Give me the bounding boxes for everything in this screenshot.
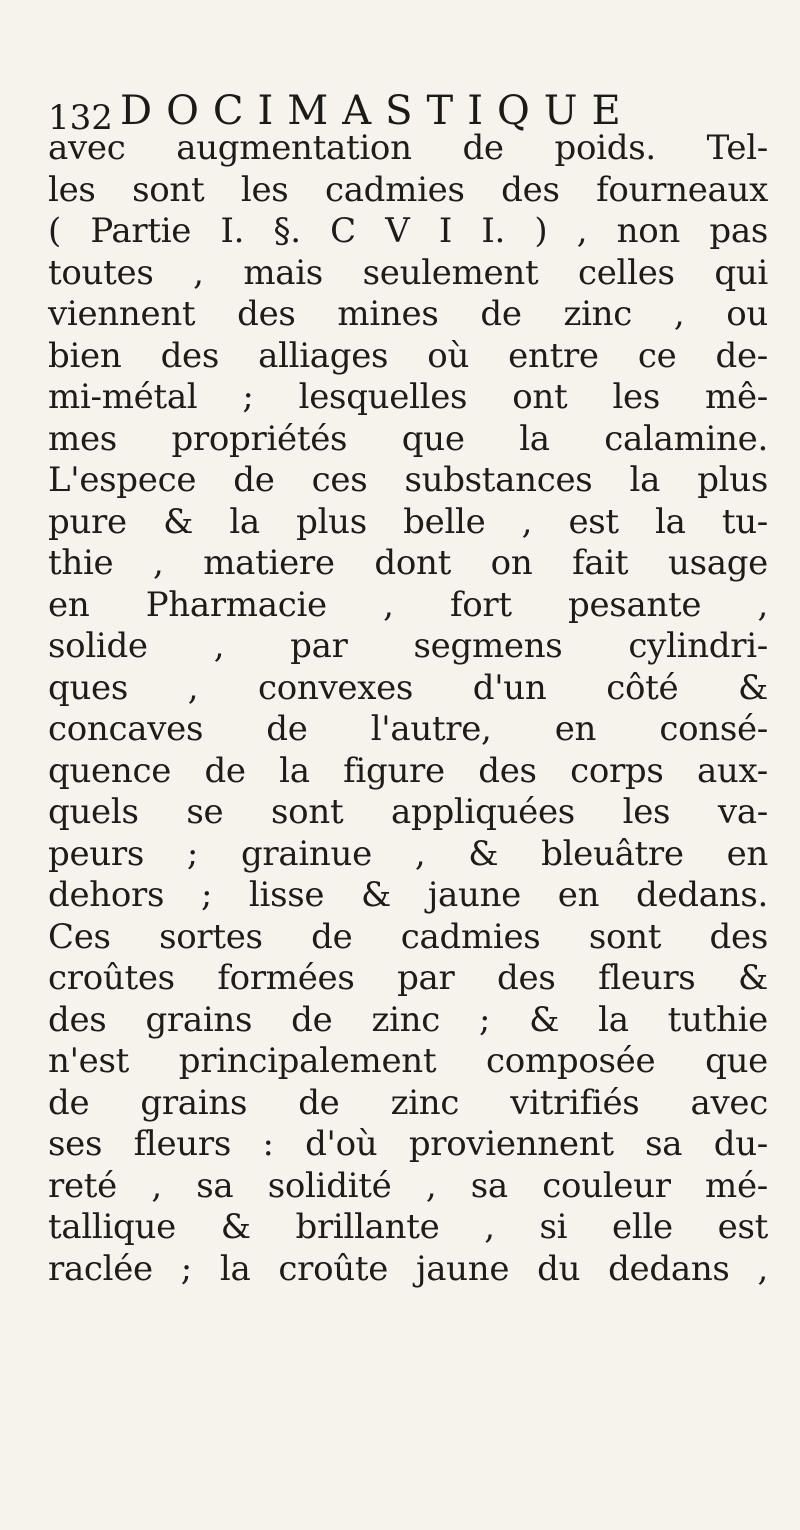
text-line: concaves de l'autre, en consé- (48, 709, 768, 749)
text-line: les sont les cadmies des fourneaux (48, 169, 768, 210)
text-line: viennent des mines de zinc , ou (48, 294, 768, 334)
text-line: mes propriétés que la calamine. (48, 418, 768, 459)
text-line: avec augmentation de poids. Tel- (48, 128, 768, 168)
text-line: peurs ; grainue , & bleuâtre en (48, 833, 768, 874)
text-line: reté , sa solidité , sa couleur mé- (48, 1165, 768, 1206)
text-line: pure & la plus belle , est la tu- (48, 501, 768, 542)
text-line: bien des alliages où entre ce de- (48, 335, 768, 376)
text-line: ques , convexes d'un côté & (48, 667, 768, 708)
text-line: croûtes formées par des fleurs & (48, 958, 768, 998)
body-text (48, 128, 768, 1290)
text-line: de grains de zinc vitrifiés avec (48, 1082, 768, 1123)
text-line: thie , matiere dont on fait usage (48, 543, 768, 583)
text-line: n'est principalement composée que (48, 1041, 768, 1081)
text-line: solide , par segmens cylindri- (48, 626, 768, 666)
text-line: tallique & brillante , si elle est (48, 1207, 768, 1247)
text-line: dehors ; lisse & jaune en dedans. (48, 875, 768, 915)
text-line: des grains de zinc ; & la tuthie (48, 999, 768, 1040)
text-line: quels se sont appliquées les va- (48, 792, 768, 832)
text-line: raclée ; la croûte jaune du dedans , (48, 1248, 768, 1289)
text-line: en Pharmacie , fort pesante , (48, 584, 768, 625)
text-line: mi-métal ; lesquelles ont les mê- (48, 377, 768, 417)
text-line: ( Partie I. §. C V I I. ) , non pas (48, 211, 768, 251)
text-line: L'espece de ces substances la plus (48, 460, 768, 500)
page-number: 132 (48, 98, 113, 138)
text-line: Ces sortes de cadmies sont des (48, 916, 768, 957)
text-line: quence de la figure des corps aux- (48, 750, 768, 791)
running-title: DOCIMASTIQUE (120, 88, 635, 134)
text-line: ses fleurs : d'où proviennent sa du- (48, 1124, 768, 1164)
text-line: toutes , mais seulement celles qui (48, 252, 768, 293)
